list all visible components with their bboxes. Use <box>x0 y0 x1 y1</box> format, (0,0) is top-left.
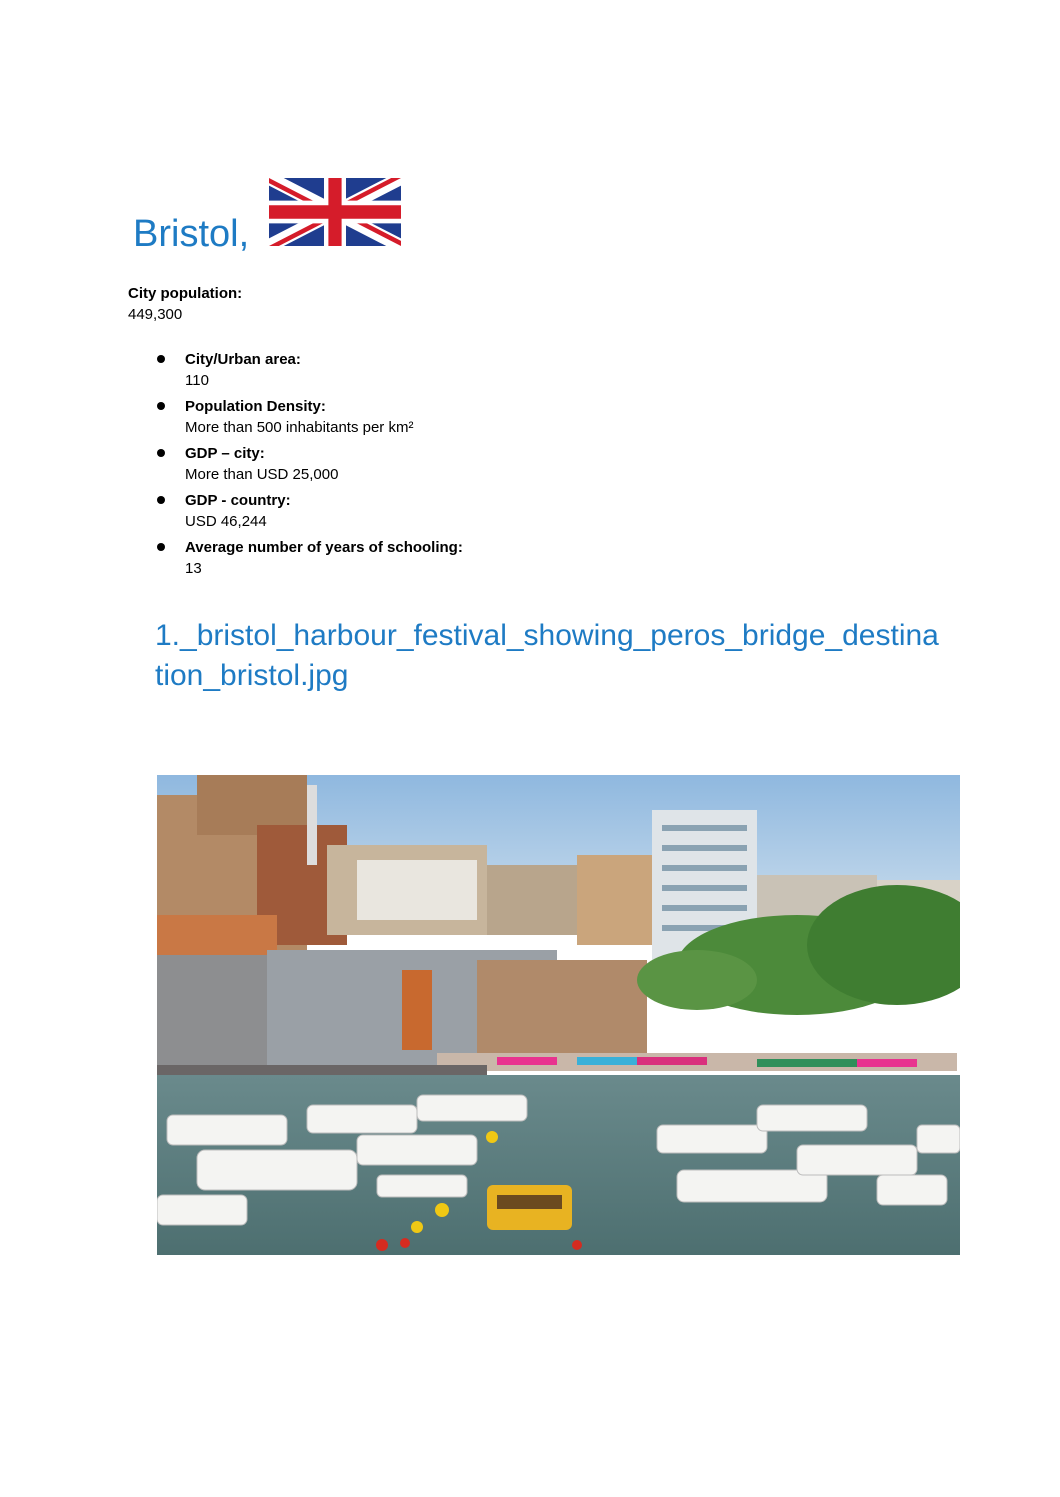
photo-caption: 1._bristol_harbour_festival_showing_peros_bridge_destination_bristol.jpg <box>155 619 939 692</box>
bullet-icon <box>157 449 165 457</box>
population-label: City population: <box>128 285 243 302</box>
union-jack-flag-icon <box>269 178 401 246</box>
list-item <box>157 490 463 532</box>
bullet-icon <box>157 402 165 410</box>
harbour-photo-illustration <box>157 775 960 1255</box>
stats-list <box>157 349 463 584</box>
page-title: Bristol, <box>133 213 250 255</box>
stat-value: More than 500 inhabitants per km² <box>185 419 414 436</box>
population-block <box>128 283 242 325</box>
population-value: 449,300 <box>128 306 183 323</box>
list-item <box>157 396 463 438</box>
stat-label: GDP – city: <box>185 445 265 462</box>
stat-value: 110 <box>185 372 209 389</box>
stat-label: City/Urban area: <box>185 351 301 368</box>
stat-value: 13 <box>185 560 202 577</box>
bullet-icon <box>157 496 165 504</box>
stat-value: More than USD 25,000 <box>185 466 339 483</box>
list-item <box>157 537 463 579</box>
list-item <box>157 443 463 485</box>
harbour-photo <box>157 775 960 1255</box>
bullet-icon <box>157 355 165 363</box>
stat-label: Population Density: <box>185 398 326 415</box>
stat-label: Average number of years of schooling: <box>185 539 463 556</box>
bullet-icon <box>157 543 165 551</box>
stat-label: GDP - country: <box>185 492 291 509</box>
list-item <box>157 349 463 391</box>
stat-value: USD 46,244 <box>185 513 267 530</box>
